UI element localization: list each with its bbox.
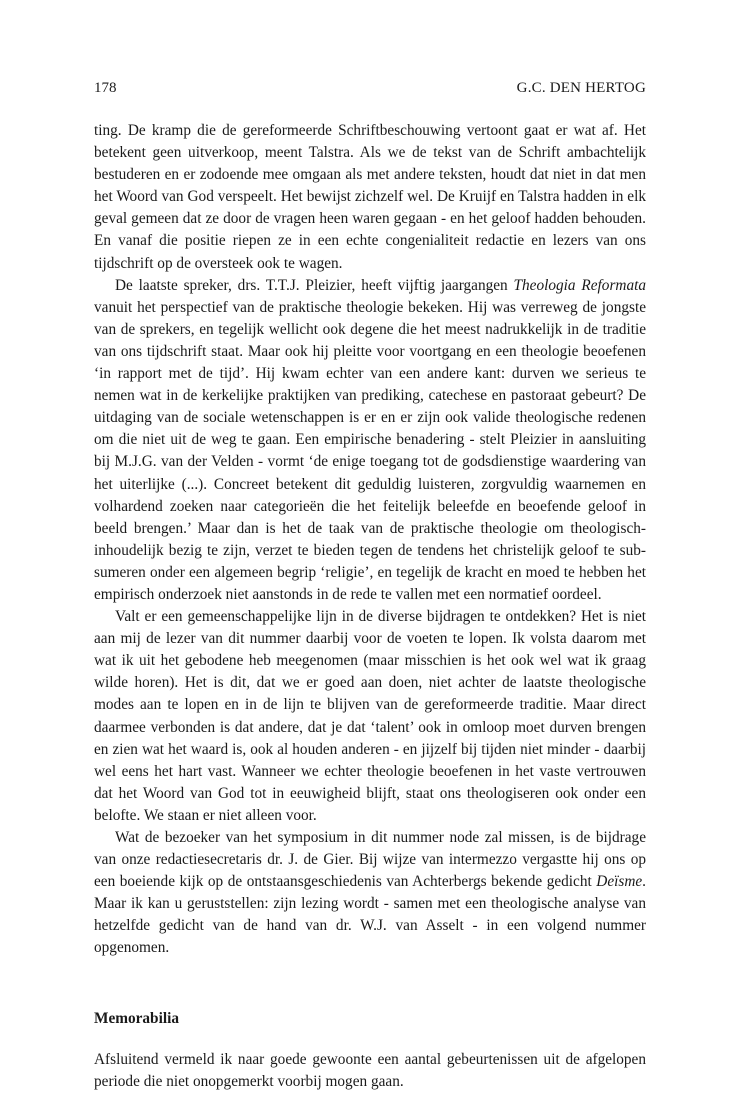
page-header — [94, 77, 646, 99]
paragraph-3-text: Valt er een gemeenschappelijke lijn in de diverse bijdragen te ontdekken? Het is niet aan mij de lezer van dit nummer daarbij voor de voeten te lopen. Ik volsta daarom met wat ik uit het gebodene heb meegenomen (maar misschien is het ook wel wat ik graag wilde horen). Het is dit, dat we er goed aan doen, niet achter de laatste theologische modes aan te lopen en in de lijn te blijven van de gereformeerde traditie. Maar direct daarmee verbonden is dat andere, dat je dat ‘talent’ ook in omloop moet durven brengen en zien wat het waard is, ook al houden anderen - en jijzelf bij tijden niet minder - daarbij wel eens het hart vast. Wanneer we echter theologie beoefenen in het vaste vertrouwen dat het Woord van God tot in eeuwigheid blijft, staat ons theologiseren ook onder een belofte. We staan er niet alleen voor. — [94, 608, 646, 824]
paragraph-3 — [94, 606, 646, 827]
paragraph-4-text-b: . Maar ik kan u geruststellen: zijn lezing wordt - samen met een theologische analyse van hetzelfde gedicht van de hand van dr. W.J. van Asselt - in een volgend nummer opgenomen. — [94, 873, 646, 957]
journal-title-italic: Theologia Reformata — [513, 276, 646, 294]
paragraph-2-text-b: vanuit het perspectief van de praktische theologie bekeken. Hij was verreweg de jongste van de sprekers, en tegelijk wellicht ook degene die het meest nadrukkelijk in de traditie van ons tijdschrift staat. Maar ook hij pleitte voor voortgang en een theologie beoefenen ‘in rapport met de tijd’. Hij kwam echter van een andere kant: durven we serieus te nemen wat in de kerkelijke praktijken van prediking, catechese en pastoraat gebeurt? De uitdaging van de sociale wetenschappen is er en er zijn ook valide theologische redenen om die niet uit de weg te gaan. Een empirische benadering - stelt Pleizier in aansluiting bij M.J.G. van der Velden - vormt ‘de enige toegang tot de godsdienstige waardering van het uiterlijke (...). Concreet betekent dit geduldig luisteren, zorgvuldig waarnemen en volhardend zoeken naar categorieën die het feitelijk beleefde en beoefende geloof in beeld brengen.’ Maar dan is het de taak van de praktische theologie om theologisch-inhoudelijk bezig te zijn, verzet te bieden tegen de tendens het christelijk geloof te subsumeren onder een algemeen begrip ‘religie’, en tegelijk de kracht en moed te hebben het empirisch onderzoek niet aanstonds in de rede te vallen met een normatief oordeel. — [94, 298, 646, 603]
section-paragraph: Afsluitend vermeld ik naar goede gewoonte een aantal gebeurtenissen uit de afgelopen periode die niet onopgemerkt voorbij mogen gaan. — [94, 1050, 646, 1090]
paragraph-2 — [94, 275, 646, 606]
paragraph-4 — [94, 827, 646, 960]
paragraph-4-text-a: Wat de bezoeker van het symposium in dit nummer node zal missen, is de bijdrage van onze redactiesecretaris dr. J. de Gier. Bij wijze van intermezzo vergastte hij ons op een boeiende kijk op de ontstaansgeschiedenis van Achterbergs bekende gedicht — [94, 829, 646, 891]
paragraph-1-text: ting. De kramp die de gereformeerde Schriftbeschouwing vertoont gaat er wat af. Het betekent geen uitverkoop, meent Talstra. Als we de tekst van de Schrift ambachtelijk bestuderen en er zodoende mee omgaan als met andere teksten, houdt dat niet in dat men het Woord van God verspeelt. Het bewijst zichzelf wel. De Kruijf en Talstra hadden in elk geval gemeen dat ze door de vragen heen waren gegaan - en het geloof hadden behouden. En vanaf die positie riepen ze in een echte congenialiteit redactie en lezers van ons tijdschrift op de oversteek ook te wagen. — [94, 122, 646, 272]
paragraph-1 — [94, 120, 646, 275]
section-heading: Memorabilia — [94, 1009, 179, 1027]
paragraph-2-text-a: De laatste spreker, drs. T.T.J. Pleizier, heeft vijftig jaargangen — [115, 276, 514, 294]
poem-title-italic: Deïsme — [596, 873, 643, 891]
running-head: G.C. DEN HERTOG — [516, 80, 646, 96]
page-number: 178 — [94, 80, 117, 96]
body-text — [94, 120, 646, 1093]
